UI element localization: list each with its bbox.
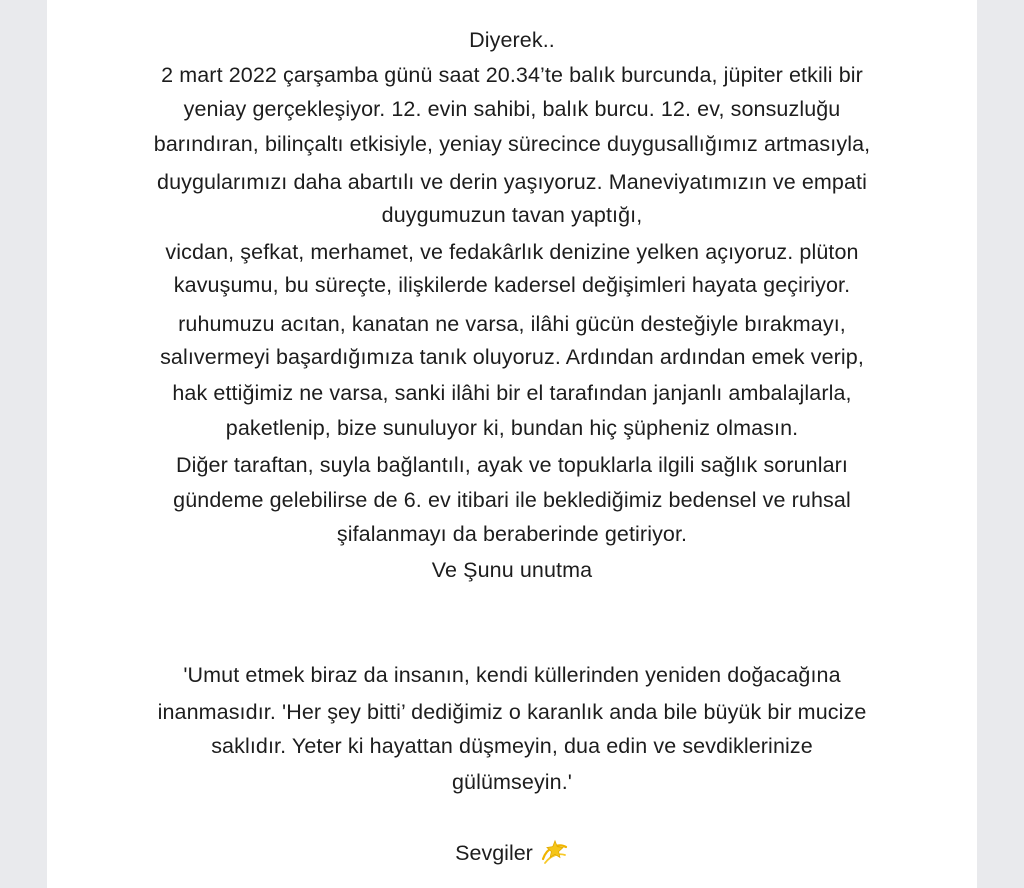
- text-line: vicdan, şefkat, merhamet, ve fedakârlık denizine yelken açıyoruz. plüton: [165, 240, 859, 264]
- dizzy-sparkle-icon: [539, 837, 569, 867]
- text-line: Diğer taraftan, suyla bağlantılı, ayak ve topuklarla ilgili sağlık sorunları: [175, 453, 849, 477]
- text-line: paketlenip, bize sunuluyor ki, bundan hiç şüpheniz olmasın.: [225, 416, 799, 440]
- document-page: [47, 0, 977, 888]
- text-line: kavuşumu, bu süreçte, ilişkilerde kadersel değişimleri hayata geçiriyor.: [173, 273, 851, 297]
- signature: [47, 837, 977, 868]
- text-line: Ve Şunu unutma: [431, 558, 593, 582]
- quote-line: saklıdır. Yeter ki hayattan düşmeyin, dua edin ve sevdiklerinize: [211, 734, 813, 758]
- text-line: şifalanmayı da beraberinde getiriyor.: [336, 522, 688, 546]
- signature-text: Sevgiler: [455, 841, 533, 865]
- text-line: yeniay gerçekleşiyor. 12. evin sahibi, balık burcu. 12. ev, sonsuzluğu: [183, 97, 841, 121]
- text-line: gündeme gelebilirse de 6. ev itibari ile beklediğimiz bedensel ve ruhsal: [173, 488, 851, 512]
- text-line: salıvermeyi başardığımıza tanık oluyoruz. Ardından ardından emek verip,: [160, 345, 864, 369]
- quote-line: inanmasıdır. 'Her şey bitti’ dediğimiz o karanlık anda bile büyük bir mucize: [157, 700, 867, 724]
- text-line: ruhumuzu acıtan, kanatan ne varsa, ilâhi gücün desteğiyle bırakmayı,: [178, 312, 846, 336]
- text-line: duygumuzun tavan yaptığı,: [381, 203, 643, 227]
- text-line: Diyerek..: [469, 28, 555, 52]
- quote-line: gülümseyin.': [451, 770, 573, 794]
- text-line: hak ettiğimiz ne varsa, sanki ilâhi bir el tarafından janjanlı ambalajlarla,: [172, 381, 852, 405]
- text-line: barındıran, bilinçaltı etkisiyle, yeniay sürecince duygusallığımız artmasıyla,: [153, 132, 871, 156]
- quote-line: 'Umut etmek biraz da insanın, kendi küllerinden yeniden doğacağına: [183, 663, 841, 687]
- text-line: 2 mart 2022 çarşamba günü saat 20.34’te balık burcunda, jüpiter etkili bir: [161, 63, 863, 87]
- text-line: duygularımızı daha abartılı ve derin yaşıyoruz. Maneviyatımızın ve empati: [157, 170, 867, 194]
